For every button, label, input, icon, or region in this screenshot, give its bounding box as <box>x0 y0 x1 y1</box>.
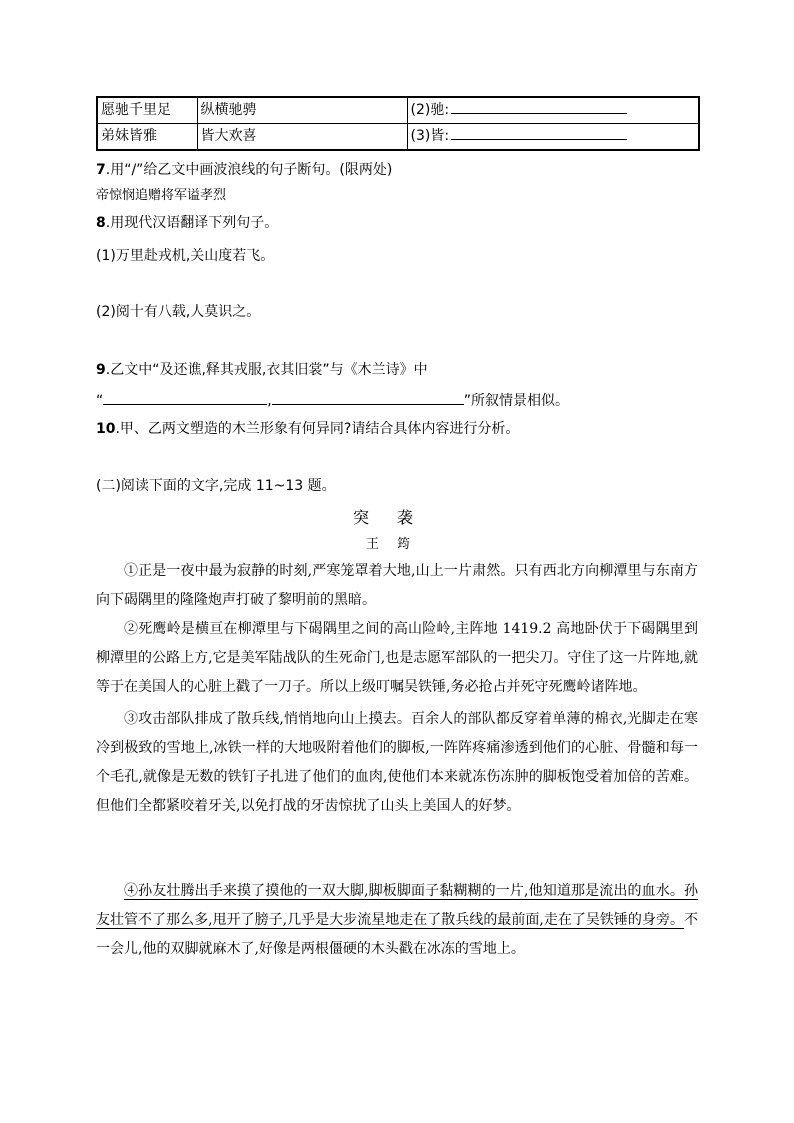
open-quote: “ <box>96 393 104 409</box>
idiom-cell: 弟妹皆雅 <box>97 124 197 151</box>
table-row <box>97 124 699 151</box>
vocab-table <box>96 96 700 151</box>
paragraph-3: ③攻击部队排成了散兵线,悄悄地向山上摸去。百余人的部队都反穿着单薄的棉衣,光脚走在寒冷到极致的雪地上,冰铁一样的大地吸附着他们的脚板,一阵阵疼痛渗透到他们的心脏、骨髓和每一个毛孔,就像是无数的铁钉子扎进了他们的血肉,使他们本来就冻伤冻肿的脚板饱受着加倍的苦难。但他们全都紧咬着牙关,以免打战的牙齿惊扰了山头上美国人的好梦。 <box>96 711 698 814</box>
paragraph-1: ①正是一夜中最为寂静的时刻,严寒笼罩着大地,山上一片肃然。只有西北方向柳潭里与东南方向下碣隅里的隆隆炮声打破了黎明前的黑暗。 <box>96 563 698 608</box>
question-number: 8 <box>96 215 106 231</box>
paragraph-2: ②死鹰岭是横亘在柳潭里与下碣隅里之间的高山险岭,主阵地 1419.2 高地卧伏于下碣隅里到柳潭里的公路上方,它是美军陆战队的生死命门,也是志愿军部队的一把尖刀。守住了这一片阵地,就等于在美国人的心脏上戳了一刀子。所以上级叮嘱吴铁锤,务必抢占并死守死鹰岭诸阵地。 <box>96 621 698 695</box>
question-8 <box>96 213 278 233</box>
question-8-item-2: (2)阅十有八载,人莫识之。 <box>96 304 261 320</box>
underlined-sentence: ④孙友壮腾出手来摸了摸他的一双大脚,脚板脚面子黏糊糊的一片,他知道那是流出的血水。孙友壮管不了那么多,甩开了膀子,几乎是大步流星地走在了散兵线的最前面,走在了吴铁锤的身旁。 <box>96 883 698 928</box>
question-9-blanks <box>96 390 569 411</box>
phrase-cell: 纵横驰骋 <box>197 97 407 124</box>
question-number: 9 <box>96 362 106 378</box>
idiom-cell: 愿驰千里足 <box>97 97 197 124</box>
question-8-item-1: (1)万里赴戎机,关山度若飞。 <box>96 248 275 264</box>
question-number: 10 <box>96 421 116 437</box>
question-10 <box>96 419 519 439</box>
wavy-sentence: 帝惊悯追赠将军谥孝烈 <box>96 188 227 203</box>
question-text: .乙文中“及还谯,释其戎服,衣其旧裳”与《木兰诗》中 <box>105 362 428 378</box>
question-text: .甲、乙两文塑造的木兰形象有何异同?请结合具体内容进行分析。 <box>115 421 520 437</box>
question-7 <box>96 160 392 180</box>
section-heading: (二)阅读下面的文字,完成 11~13 题。 <box>96 478 336 494</box>
table-row <box>97 97 699 124</box>
answer-blank-2[interactable] <box>272 390 464 405</box>
question-label: (2)驰: <box>410 102 450 118</box>
paragraph-4 <box>96 877 698 964</box>
question-text: .用现代汉语翻译下列句子。 <box>105 215 279 231</box>
paragraph-4-rest: 不一会儿,他的双脚就麻木了,好像是两根僵硬的木头戳在冰冻的雪地上。 <box>96 912 698 957</box>
phrase-cell: 皆大欢喜 <box>197 124 407 151</box>
question-9 <box>96 360 428 380</box>
article-title: 突袭 <box>352 508 441 527</box>
article-author: 王筠 <box>365 537 428 552</box>
question-cell <box>407 97 699 124</box>
question-label: (3)皆: <box>410 128 450 144</box>
question-text: .用“/”给乙文中画波浪线的句子断句。(限两处) <box>105 162 393 178</box>
question-number: 7 <box>96 162 106 178</box>
question-cell <box>407 124 699 151</box>
answer-blank-1[interactable] <box>103 390 267 405</box>
answer-blank[interactable] <box>451 125 627 140</box>
answer-blank[interactable] <box>451 99 627 114</box>
close-text: ”所叙情景相似。 <box>463 393 569 409</box>
comma: , <box>267 393 272 409</box>
